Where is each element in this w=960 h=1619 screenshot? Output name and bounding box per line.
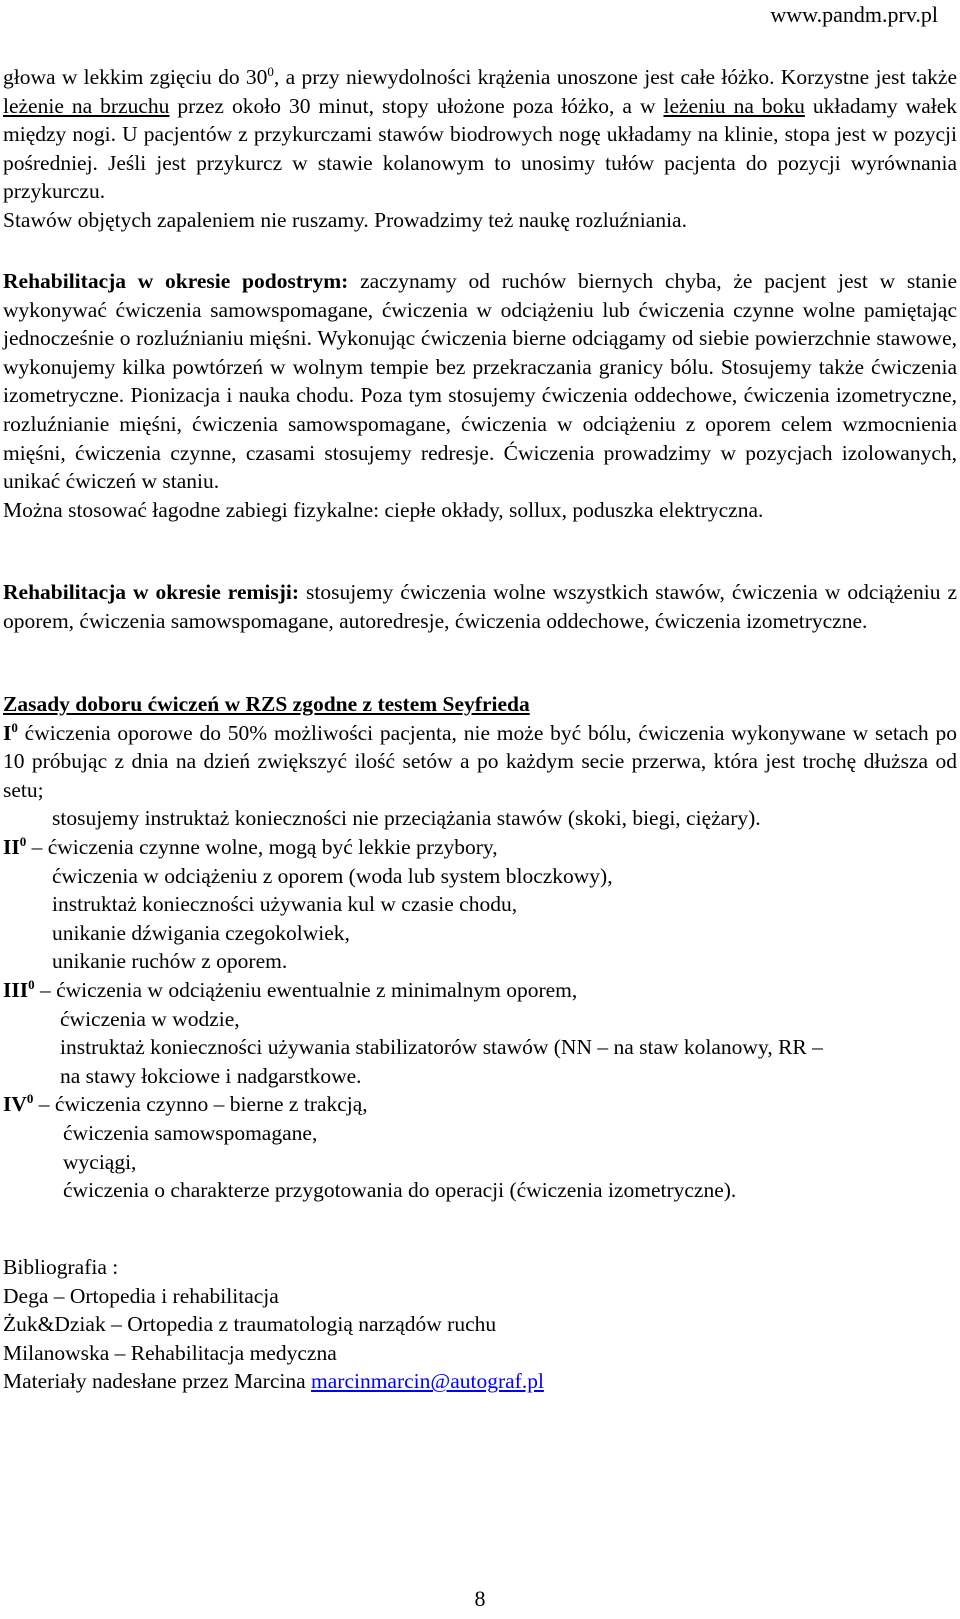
level-label: II (3, 834, 20, 859)
underlined-phrase: leżenie na brzuchu (3, 93, 170, 118)
bibliography-item: Milanowska – Rehabilitacja medyczna (3, 1340, 337, 1365)
level-text: – ćwiczenia czynne wolne, mogą być lekkie przybory, (26, 834, 498, 859)
superscript: 0 (11, 719, 18, 735)
level-line: stosujemy instruktaż konieczności nie przeciążania stawów (skoki, biegi, ciężary). (52, 806, 761, 831)
header-url: www.pandm.prv.pl (770, 2, 938, 27)
paragraph-subacute (3, 267, 957, 524)
paragraph-remission (3, 578, 957, 635)
seyfried-section (3, 690, 957, 1205)
level-III (3, 976, 957, 1005)
text-run: głowa w lekkim zgięciu do 30 (3, 65, 268, 89)
section-title: Zasady doboru ćwiczeń w RZS zgodne z testem Seyfrieda (3, 692, 530, 716)
section-heading: Rehabilitacja w okresie remisji: (3, 580, 300, 604)
bibliography-title: Bibliografia : (3, 1255, 119, 1279)
text-run: zaczynamy od ruchów biernych chyba, że pacjent jest w stanie wykonywać ćwiczenia samowspomagane, ćwiczenia w odciążeniu lub ćwiczenia czynne wolne pamiętając jednocześnie o rozluźnianiu mięśni. Wykonując ćwiczenia bierne odciągamy od siebie powierzchnie stawowe, wykonujemy kilka powtórzeń w wolnym tempie bez przekraczania granicy bólu. Stosujemy także ćwiczenia izometryczne. Pionizacja i nauka chodu. Poza tym stosujemy ćwiczenia oddechowe, ćwiczenia izometryczne, rozluźnianie mięśni, ćwiczenia samowspomagane, ćwiczenia w odciążeniu z oporem celem wzmocnienia mięśni, ćwiczenia czynne, czasami stosujemy redresje. Ćwiczenia prowadzimy w pozycjach izolowanych, unikać ćwiczeń w staniu. (3, 269, 957, 494)
paragraph-text (3, 63, 957, 206)
superscript: 0 (28, 976, 35, 992)
section-heading: Rehabilitacja w okresie podostrym: (3, 269, 349, 293)
paragraph-text: Można stosować łagodne zabiegi fizykalne: ciepłe okłady, sollux, poduszka elektryczna. (3, 497, 764, 522)
level-text: – ćwiczenia w odciążeniu ewentualnie z minimalnym oporem, (34, 977, 578, 1002)
email-link[interactable]: marcinmarcin@autograf.pl (311, 1369, 544, 1394)
level-IV (3, 1090, 957, 1119)
text-run: , a przy niewydolności krążenia unoszone jest całe łóżko. Korzystne jest także (273, 65, 957, 89)
superscript: 0 (19, 833, 27, 849)
level-text: – ćwiczenia czynno – bierne z trakcją, (33, 1092, 368, 1117)
level-label: III (3, 977, 29, 1002)
level-line: ćwiczenia samowspomagane, (63, 1120, 318, 1145)
superscript: 0 (267, 63, 274, 79)
text-run: przez około 30 minut, stopy ułożone poza łóżko, a w (169, 93, 664, 118)
level-line: instruktaż konieczności używania kul w czasie chodu, (52, 892, 518, 917)
level-II (3, 833, 957, 862)
level-I (3, 719, 957, 805)
text-run: układamy wałek między nogi. U pacjentów z przykurczami stawów biodrowych nogę układamy na klinie, stopa jest w pozycji pośredniej. Jeśli jest przykurcz w stawie kolanowym to unosimy tułów pacjenta do pozycji wyrównania przykurczu. (3, 93, 958, 204)
level-label: IV (3, 1092, 27, 1117)
text-run: stosujemy ćwiczenia wolne wszystkich stawów, ćwiczenia w odciążeniu z oporem, ćwiczenia samowspomagane, autoredresje, ćwiczenia oddechowe, ćwiczenia izometryczne. (3, 580, 957, 633)
level-line: na stawy łokciowe i nadgarstkowe. (60, 1063, 362, 1088)
level-line: ćwiczenia o charakterze przygotowania do operacji (ćwiczenia izometryczne). (63, 1178, 737, 1203)
level-line: unikanie ruchów z oporem. (52, 949, 288, 974)
level-line: wyciągi, (63, 1149, 137, 1174)
bibliography-item: Żuk&Dziak – Ortopedia z traumatologią narządów ruchu (3, 1312, 497, 1337)
superscript: 0 (26, 1091, 34, 1107)
underlined-phrase: leżeniu na boku (663, 93, 805, 118)
level-label: I (3, 720, 12, 745)
level-line: unikanie dźwigania czegokolwiek, (52, 920, 350, 945)
bibliography-item: Dega – Ortopedia i rehabilitacja (3, 1283, 279, 1308)
bibliography (3, 1253, 957, 1396)
paragraph-text (3, 578, 957, 635)
page-number: 8 (474, 1586, 486, 1611)
level-text: ćwiczenia oporowe do 50% możliwości pacjenta, nie może być bólu, ćwiczenia wykonywane w setach po 10 próbując z dnia na dzień zwiększyć ilość setów a po każdym secie przerwa, która jest trochę dłuższa od setu; (3, 720, 957, 802)
level-line: instruktaż konieczności używania stabilizatorów stawów (NN – na staw kolanowy, RR – (60, 1035, 823, 1060)
paragraph-text (3, 267, 957, 496)
paragraph-positioning (3, 63, 957, 235)
materials-prefix: Materiały nadesłane przez Marcina (3, 1369, 312, 1394)
materials-line (3, 1367, 957, 1396)
level-line: ćwiczenia w odciążeniu z oporem (woda lub system bloczkowy), (52, 863, 613, 888)
level-line: ćwiczenia w wodzie, (60, 1006, 240, 1031)
paragraph-text: Stawów objętych zapaleniem nie ruszamy. Prowadzimy też naukę rozluźniania. (3, 207, 687, 232)
